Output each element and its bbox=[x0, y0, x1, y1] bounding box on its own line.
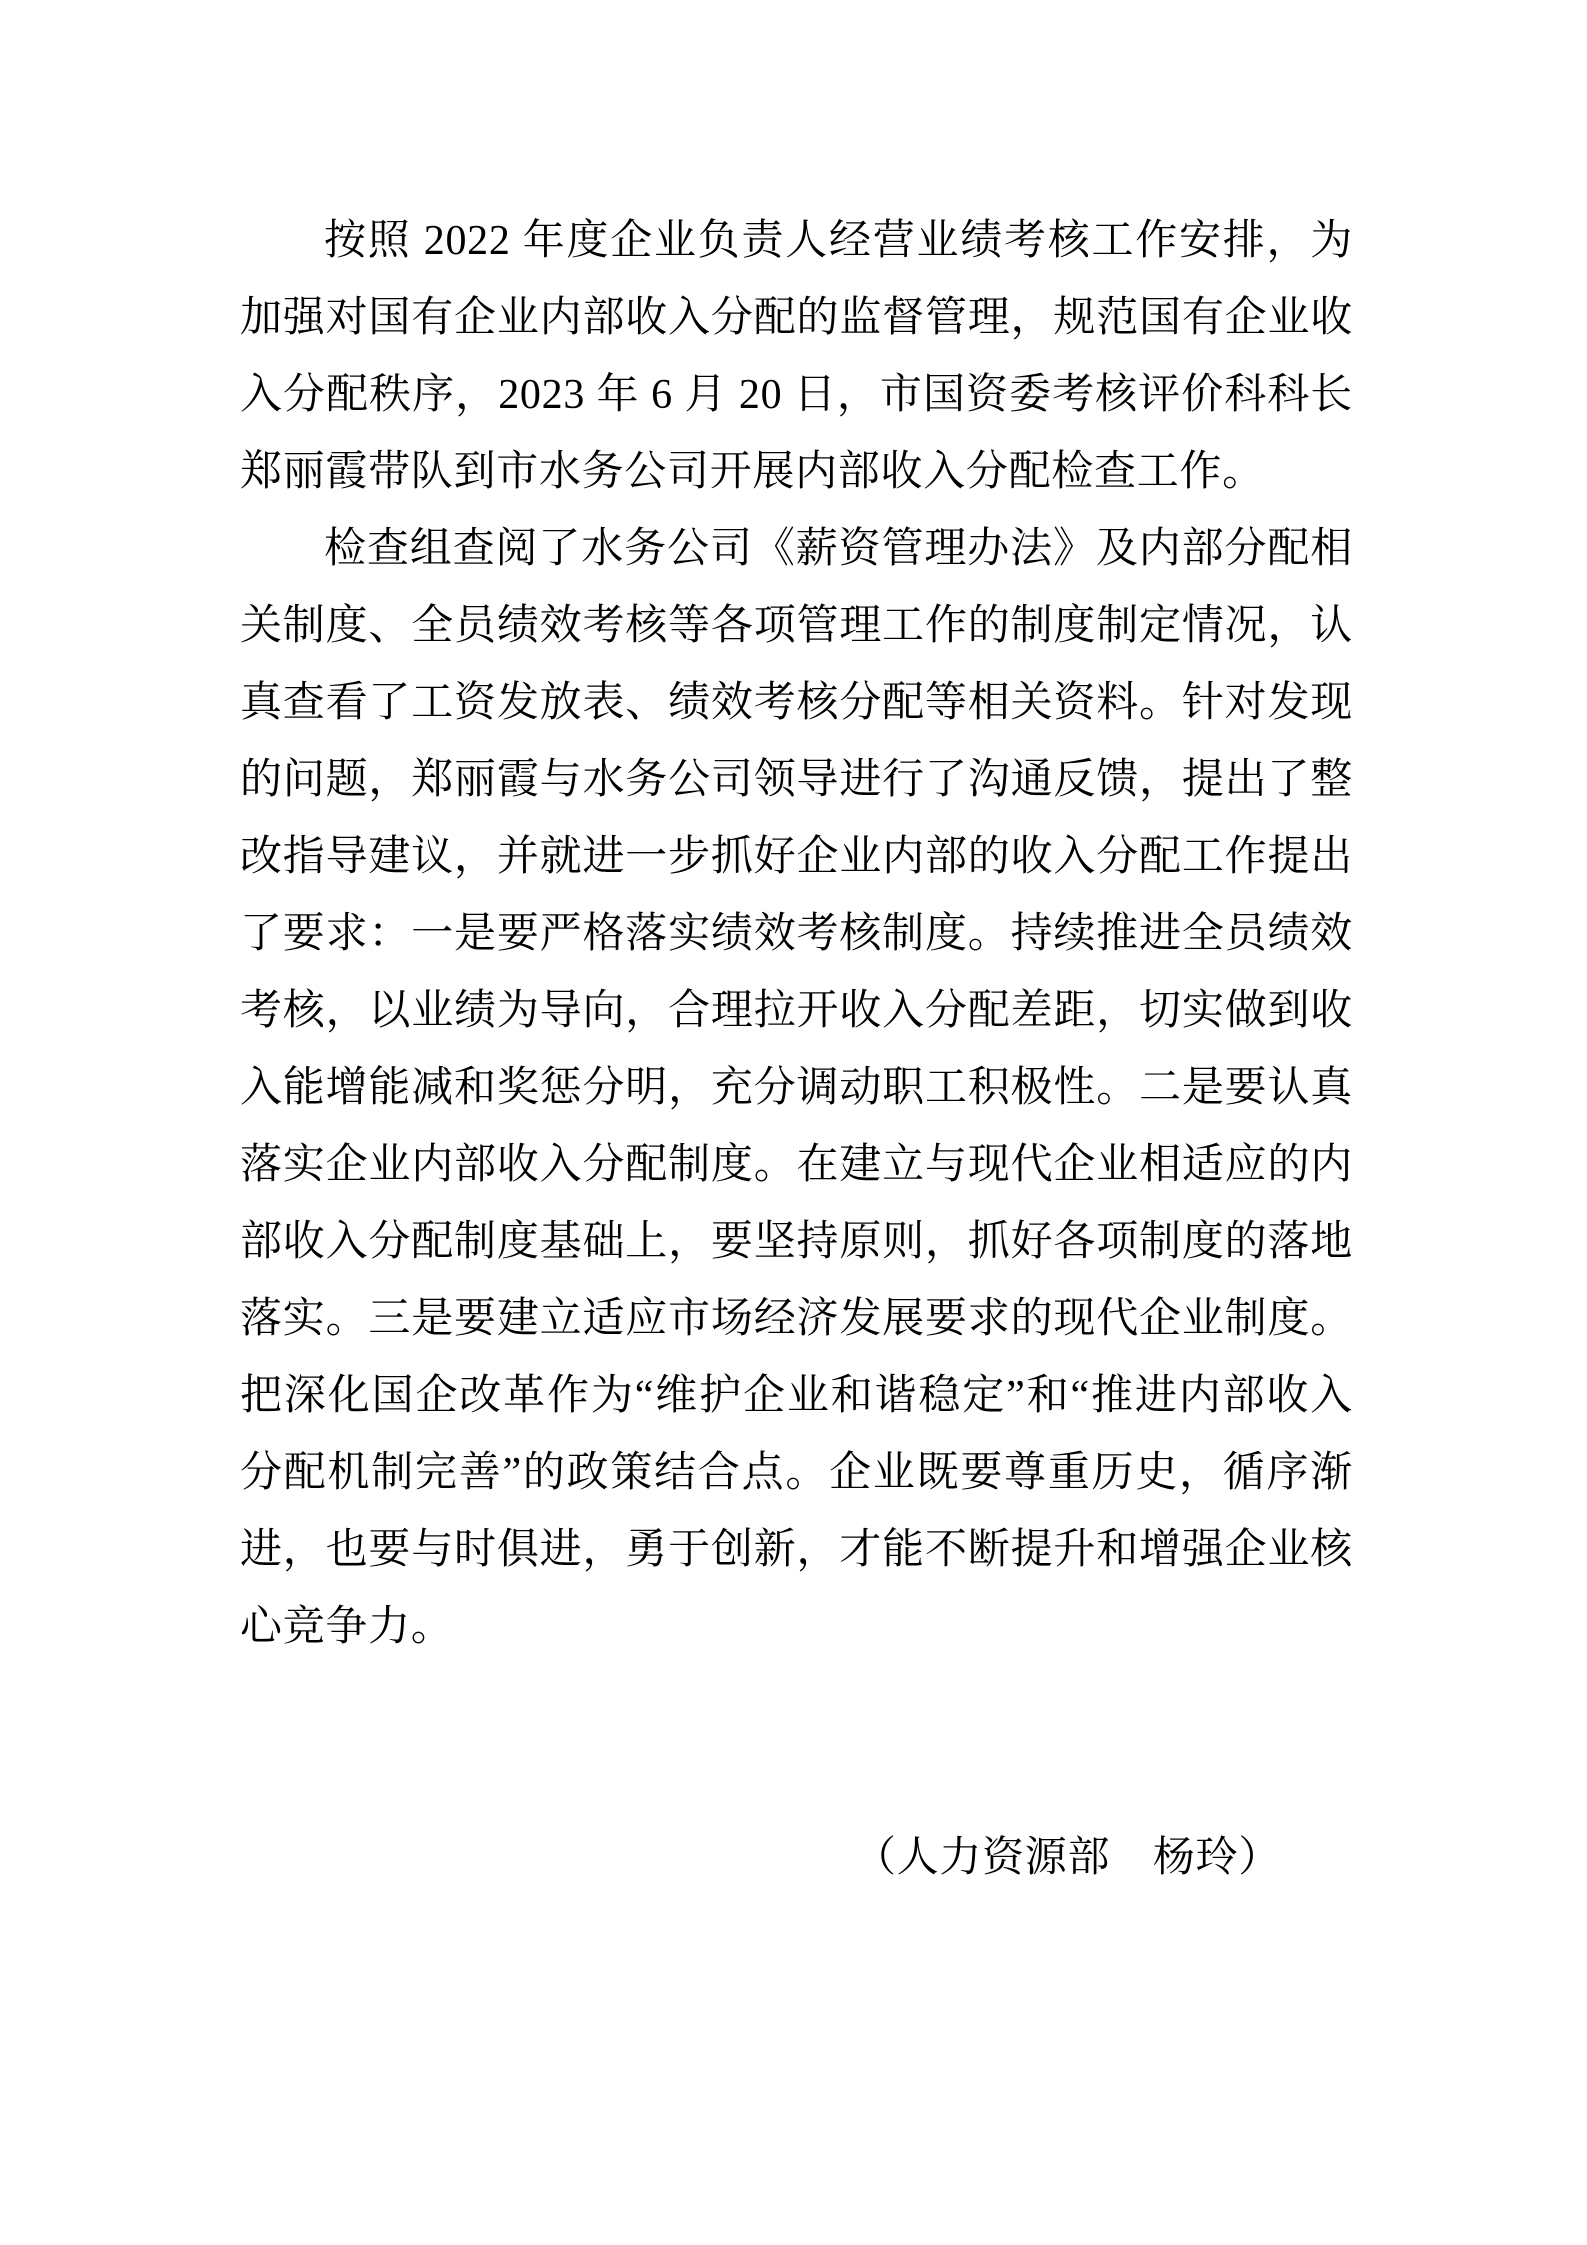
paragraph-inspection-findings: 检查组查阅了水务公司《薪资管理办法》及内部分配相关制度、全员绩效考核等各项管理工作的制度制定情况，认真查看了工资发放表、绩效考核分配等相关资料。针对发现的问题，郑丽霞与水务公司领导进行了沟通反馈，提出了整改指导建议，并就进一步抓好企业内部的收入分配工作提出了要求：一是要严格落实绩效考核制度。持续推进全员绩效考核，以业绩为导向，合理拉开收入分配差距，切实做到收入能增能减和奖惩分明，充分调动职工积极性。二是要认真落实企业内部收入分配制度。在建立与现代企业相适应的内部收入分配制度基础上，要坚持原则，抓好各项制度的落地落实。三是要建立适应市场经济发展要求的现代企业制度。把深化国企改革作为“维护企业和谐稳定”和“推进内部收入分配机制完善”的政策结合点。企业既要尊重历史，循序渐进，也要与时俱进，勇于创新，才能不断提升和增强企业核心竞争力。 bbox=[240, 526, 1353, 1650]
document-body bbox=[240, 203, 1353, 1897]
paragraph-inspection-intro: 按照 2022 年度企业负责人经营业绩考核工作安排，为加强对国有企业内部收入分配的监督管理，规范国有企业收入分配秩序，2023 年 6 月 20 日，市国资委考核评价科科长郑丽霞带队到市水务公司开展内部收入分配检查工作。 bbox=[240, 218, 1353, 495]
signature-line: （人力资源部 杨玲） bbox=[853, 1835, 1281, 1881]
